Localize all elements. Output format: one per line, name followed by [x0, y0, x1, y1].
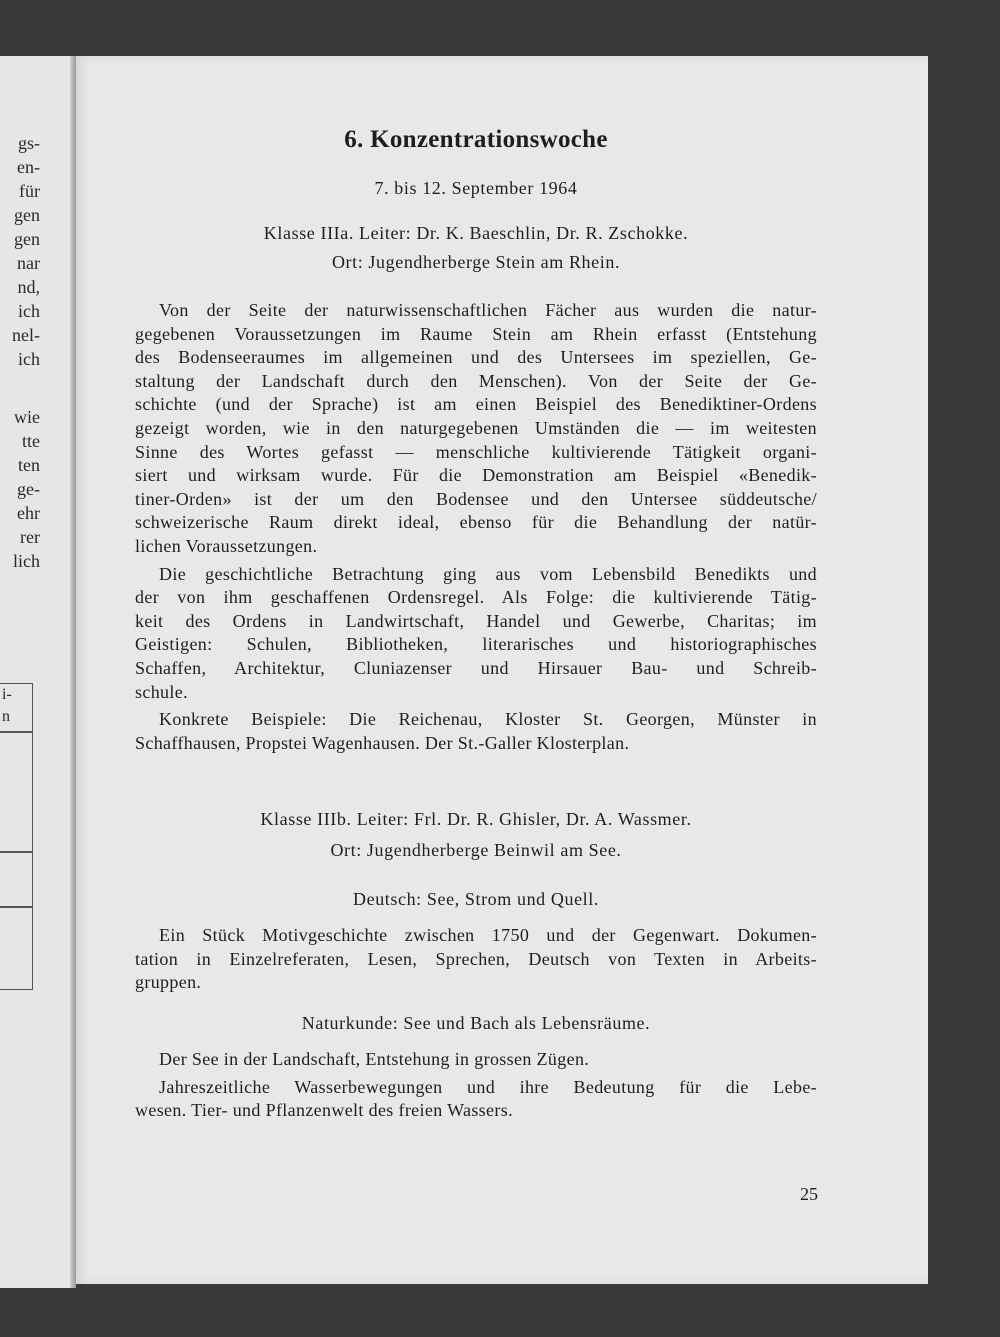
text-line: siert und wirksam wurde. Für die Demonstration am Beispiel «Benedik-: [135, 465, 817, 486]
class-iiia-place: Ort: Jugendherberge Stein am Rhein.: [331, 252, 621, 272]
text-line: Geistigen: Schulen, Bibliotheken, literarisches und historiographisches: [135, 634, 817, 655]
previous-page-table-edge: [0, 683, 33, 733]
previous-page-table-row: [0, 731, 33, 853]
previous-page-text-fragment: nar: [17, 253, 40, 273]
previous-page-text-fragment: nd,: [17, 277, 40, 297]
text-line: schule.: [135, 681, 188, 702]
previous-page-table-fragment: i-: [2, 686, 12, 703]
text-line: gruppen.: [135, 972, 202, 993]
previous-page-text-fragment: rer: [20, 527, 40, 547]
previous-page-text-fragment: gen: [14, 229, 40, 249]
class-iiib-line: Klasse IIIb. Leiter: Frl. Dr. R. Ghisler, Dr. A. Wassmer.: [260, 809, 692, 830]
previous-page-edge: [0, 56, 76, 1288]
previous-page-text-fragment: en-: [17, 157, 40, 177]
text-line: Die geschichtliche Betrachtung ging aus vom Lebensbild Benedikts und: [159, 563, 817, 584]
previous-page-text-fragment: ich: [18, 301, 40, 321]
text-line: Schaffhausen, Propstei Wagenhausen. Der St.-Galler Klosterplan.: [135, 732, 630, 753]
text-line: wesen. Tier- und Pflanzenwelt des freien Wassers.: [135, 1100, 513, 1121]
text-line: Schaffen, Architektur, Cluniazenser und Hirsauer Bau- und Schreib-: [135, 657, 817, 678]
text-line: schweizerische Raum direkt ideal, ebenso für die Behandlung der natür-: [135, 512, 817, 533]
previous-page-text-fragment: tte: [22, 431, 40, 451]
previous-page-text-fragment: ehr: [17, 503, 40, 523]
naturkunde-heading: Naturkunde: See und Bach als Lebensräume.: [301, 1013, 651, 1034]
text-line: Konkrete Beispiele: Die Reichenau, Kloster St. Georgen, Münster in: [159, 709, 817, 730]
text-line: schichte (und der Sprache) ist am einen Beispiel des Benediktiner-Ordens: [135, 394, 817, 415]
text-line: keit des Ordens in Landwirtschaft, Handel und Gewerbe, Charitas; im: [135, 610, 817, 631]
text-line: Von der Seite der naturwissenschaftlichen Fächer aus wurden die natur-: [159, 300, 817, 320]
previous-page-text-fragment: wie: [14, 407, 40, 427]
deutsch-heading: Deutsch: See, Strom und Quell.: [353, 889, 599, 910]
previous-page-table-row: [0, 851, 33, 908]
class-iiib-place: Ort: Jugendherberge Beinwil am See.: [330, 840, 622, 861]
page-number: 25: [800, 1184, 818, 1204]
page-title: 6. Konzentrationswoche: [344, 126, 608, 153]
previous-page-text-fragment: gs-: [18, 133, 40, 153]
previous-page-text-fragment: ich: [18, 349, 40, 369]
previous-page-table-fragment: n: [2, 708, 10, 725]
paragraph-beispiele: [135, 708, 817, 755]
previous-page-text-fragment: nel-: [12, 325, 40, 345]
text-line: Ein Stück Motivgeschichte zwischen 1750 und der Gegenwart. Dokumen-: [159, 925, 817, 946]
text-line: gezeigt worden, wie in den naturgegebenen Umständen die — im weitesten: [135, 417, 817, 438]
paragraph-deutsch: [135, 924, 817, 995]
previous-page-text-fragment: gen: [14, 205, 40, 225]
previous-page-text-fragment: für: [19, 181, 40, 201]
text-line: Sinne des Wortes gefasst — menschliche kultivierende Tätigkeit organi-: [135, 441, 817, 462]
text-line: Jahreszeitliche Wasserbewegungen und ihre Bedeutung für die Lebe-: [159, 1076, 817, 1097]
text-line: staltung der Landschaft durch den Menschen). Von der Seite der Ge-: [135, 370, 817, 391]
text-line: tation in Einzelreferaten, Lesen, Sprechen, Deutsch von Texten in Arbeits-: [135, 948, 817, 969]
previous-page-text-fragment: ten: [18, 455, 40, 475]
paragraph-naturkunde-2: [135, 1076, 817, 1123]
paragraph-naturkunde-1: [135, 1048, 817, 1072]
paragraph-geschichte: [135, 563, 817, 705]
text-line: tiner-Orden» ist der um den Bodensee und den Untersee süddeutsche/: [135, 488, 817, 509]
text-line: Der See in der Landschaft, Entstehung in grossen Zügen.: [159, 1049, 590, 1070]
date-line: 7. bis 12. September 1964: [374, 178, 578, 198]
book-page: [76, 56, 928, 1284]
text-line: gegebenen Voraussetzungen im Raume Stein am Rhein erfasst (Entstehung: [135, 323, 817, 344]
text-line: des Bodenseeraumes im allgemeinen und des Untersees im speziellen, Ge-: [135, 347, 817, 368]
text-line: lichen Voraussetzungen.: [135, 535, 318, 556]
previous-page-text-fragment: ge-: [17, 479, 40, 499]
class-iiia-line: Klasse IIIa. Leiter: Dr. K. Baeschlin, Dr. R. Zschokke.: [263, 223, 689, 243]
previous-page-text-fragment: lich: [13, 551, 40, 571]
text-line: der von ihm geschaffenen Ordensregel. Als Folge: die kultivierende Tätig-: [135, 587, 817, 608]
page-content: [135, 126, 817, 1123]
previous-page-table-row: [0, 906, 33, 990]
paragraph-naturwissenschaft: [135, 299, 817, 559]
